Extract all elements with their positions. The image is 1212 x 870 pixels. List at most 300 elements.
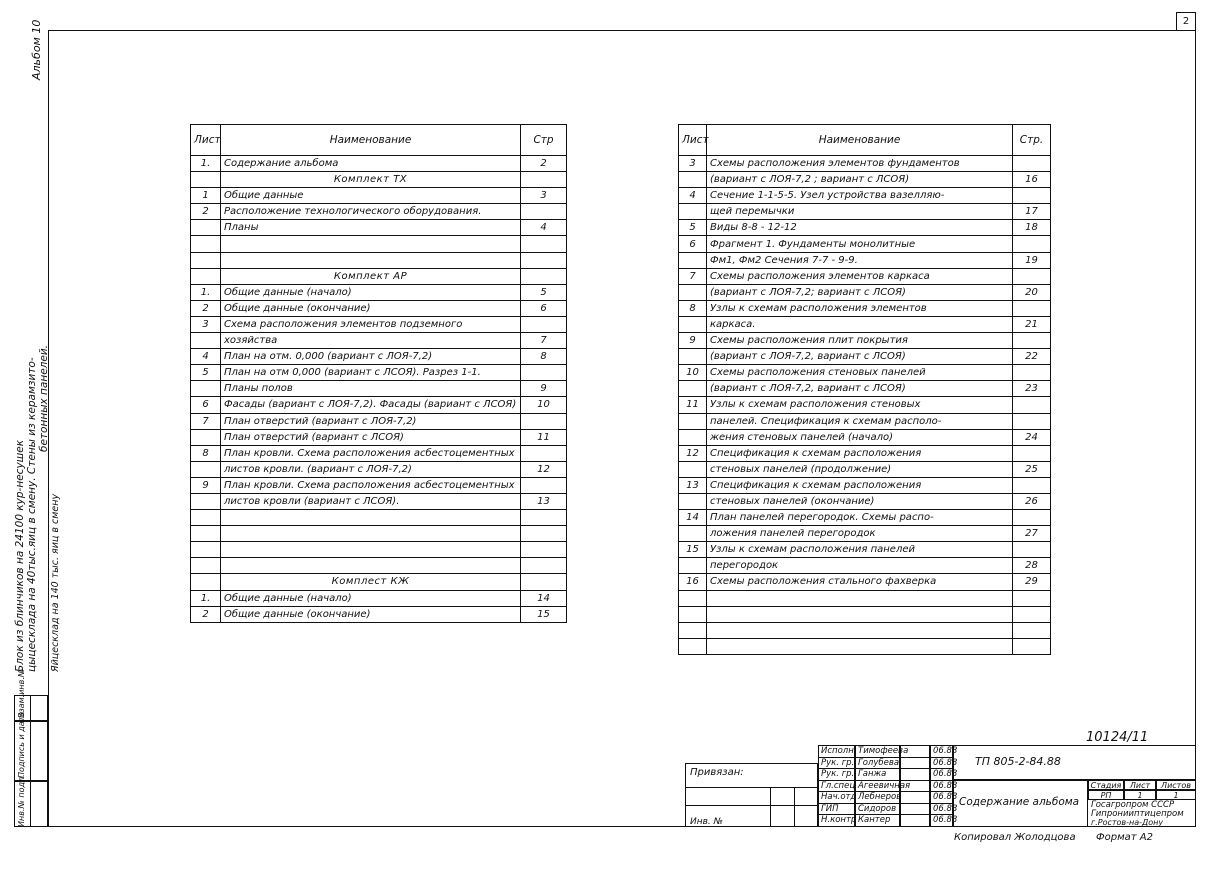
sheet-title: Содержание альбома	[959, 796, 1080, 808]
cell-page	[521, 413, 567, 429]
cell-name: План на отм. 0,000 (вариант с ЛОЯ-7,2)	[221, 349, 521, 365]
cell-page	[521, 574, 567, 590]
cell-page: 9	[521, 381, 567, 397]
table-row	[679, 413, 1051, 429]
cell-name: Узлы к схемам расположения панелей	[707, 542, 1013, 558]
table-row	[191, 558, 567, 574]
cell-num: 3	[191, 316, 221, 332]
cell-num: 2	[191, 606, 221, 622]
cell-name: План панелей перегородок. Схемы распо-	[707, 510, 1013, 526]
cell-num: 9	[679, 333, 707, 349]
table-row	[191, 252, 567, 268]
table-row	[191, 349, 567, 365]
table-row	[191, 316, 567, 332]
cell-page: 2	[521, 156, 567, 172]
table-row	[679, 477, 1051, 493]
cell-num	[191, 381, 221, 397]
cell-num	[191, 172, 221, 188]
sheets-label: Листов	[1156, 780, 1196, 790]
signature-name: Лебнеров	[855, 791, 900, 804]
header-page: Стр	[521, 125, 567, 156]
cell-num: 14	[679, 510, 707, 526]
cell-page	[1013, 606, 1051, 622]
cell-name: Расположение технологического оборудования.	[221, 204, 521, 220]
table-row	[679, 284, 1051, 300]
signature-name: Тимофеева	[855, 745, 900, 758]
cell-page	[1013, 365, 1051, 381]
cell-name	[221, 236, 521, 252]
table-row	[679, 445, 1051, 461]
sheet-label: Лист	[1124, 780, 1156, 790]
table-row	[679, 220, 1051, 236]
cell-name: План отверстий (вариант с ЛСОЯ)	[221, 429, 521, 445]
header-sheet: Лист	[679, 125, 707, 156]
signature-name: Кантер	[855, 814, 900, 827]
cell-num: 2	[191, 300, 221, 316]
cell-page: 20	[1013, 284, 1051, 300]
cell-name	[221, 510, 521, 526]
project-code: ТП 805-2-84.88	[975, 755, 1061, 768]
cell-name: хозяйства	[221, 333, 521, 349]
table-row	[191, 477, 567, 493]
cell-num	[679, 622, 707, 638]
table-row	[679, 526, 1051, 542]
title-block	[685, 745, 1196, 827]
table-row	[679, 638, 1051, 654]
cell-num	[191, 236, 221, 252]
cell-name: ложения панелей перегородок	[707, 526, 1013, 542]
cell-page	[1013, 268, 1051, 284]
cell-num	[191, 558, 221, 574]
cell-num: 5	[679, 220, 707, 236]
cell-num: 5	[191, 365, 221, 381]
signature-name: Ганжа	[855, 768, 900, 781]
cell-page: 12	[521, 461, 567, 477]
cell-page: 25	[1013, 461, 1051, 477]
table-row	[679, 188, 1051, 204]
cell-name: Фм1, Фм2 Сечения 7-7 - 9-9.	[707, 252, 1013, 268]
signature-name: Агеевичная	[855, 780, 900, 793]
cell-num: 1.	[191, 284, 221, 300]
bound-vline	[770, 787, 773, 827]
cell-name: Схемы расположения элементов фундаментов	[707, 156, 1013, 172]
table-row	[679, 316, 1051, 332]
cell-num	[679, 429, 707, 445]
signature-sign	[900, 814, 930, 827]
table-row	[679, 236, 1051, 252]
table-row	[191, 413, 567, 429]
cell-page: 15	[521, 606, 567, 622]
cell-page	[1013, 300, 1051, 316]
cell-page: 6	[521, 300, 567, 316]
cell-num: 13	[679, 477, 707, 493]
left-approval-strip	[14, 580, 48, 827]
signature-role: Рук. гр.	[818, 757, 855, 770]
format-label: Формат А2	[1096, 832, 1153, 843]
org-line-2: Гипронииптицепром	[1091, 809, 1184, 819]
cell-name: Общие данные (окончание)	[221, 606, 521, 622]
cell-page	[521, 510, 567, 526]
cell-page: 10	[521, 397, 567, 413]
table-header	[679, 125, 1051, 156]
header-name: Наименование	[707, 125, 1013, 156]
table-row	[679, 156, 1051, 172]
table-row	[191, 284, 567, 300]
cell-name	[707, 622, 1013, 638]
sheets-value: 1	[1156, 790, 1196, 800]
signature-name: Сидоров	[855, 803, 900, 816]
cell-num: 7	[679, 268, 707, 284]
section-title: Комплест КЖ	[221, 574, 521, 590]
cell-name	[221, 526, 521, 542]
left-strip-label-inv: Инв.№ подл.	[17, 774, 26, 827]
cell-page	[521, 268, 567, 284]
vertical-note-line-3: бетонных панелей.	[38, 344, 50, 452]
cell-page: 11	[521, 429, 567, 445]
table-row	[191, 300, 567, 316]
cell-name: листов кровли (вариант с ЛСОЯ).	[221, 493, 521, 509]
cell-num	[679, 590, 707, 606]
cell-page: 5	[521, 284, 567, 300]
bound-vline	[794, 787, 797, 827]
cell-page: 18	[1013, 220, 1051, 236]
cell-num	[191, 493, 221, 509]
cell-page: 8	[521, 349, 567, 365]
cell-page: 13	[521, 493, 567, 509]
cell-name: Спецификация к схемам расположения	[707, 477, 1013, 493]
cell-name: Схемы расположения стеновых панелей	[707, 365, 1013, 381]
table-row	[679, 461, 1051, 477]
cell-name: Спецификация к схемам расположения	[707, 445, 1013, 461]
table-row	[191, 510, 567, 526]
cell-name: Схемы расположения стального фахверка	[707, 574, 1013, 590]
cell-name: Общие данные (начало)	[221, 590, 521, 606]
cell-page	[521, 542, 567, 558]
signature-role: Гл.спец	[818, 780, 855, 793]
cell-num	[679, 526, 707, 542]
sheet-number: 2	[1176, 12, 1196, 30]
signature-role: Исполн.	[818, 745, 855, 758]
signature-date: 06.88	[930, 780, 953, 793]
left-contents-table	[190, 124, 567, 623]
cell-name: (вариант с ЛОЯ-7,2, вариант с ЛСОЯ)	[707, 349, 1013, 365]
cell-num: 3	[679, 156, 707, 172]
vertical-note-line-4: Яйцесклад на 140 тыс. яиц в смену	[50, 493, 61, 672]
section-title: Комплект АР	[221, 268, 521, 284]
table-row	[191, 204, 567, 220]
stage-label: Стадия	[1088, 780, 1124, 790]
signature-date: 06.88	[930, 757, 953, 770]
cell-num	[679, 461, 707, 477]
cell-num	[679, 381, 707, 397]
cell-page	[521, 445, 567, 461]
cell-name: жения стеновых панелей (начало)	[707, 429, 1013, 445]
table-row	[191, 236, 567, 252]
signature-date: 06.88	[930, 768, 953, 781]
cell-name: каркаса.	[707, 316, 1013, 332]
signature-date: 06.88	[930, 745, 953, 758]
table-row	[191, 397, 567, 413]
cell-page: 17	[1013, 204, 1051, 220]
cell-num: 4	[679, 188, 707, 204]
cell-page	[521, 252, 567, 268]
cell-page: 26	[1013, 493, 1051, 509]
cell-name	[221, 252, 521, 268]
cell-name: Планы	[221, 220, 521, 236]
cell-page	[521, 526, 567, 542]
cell-num	[679, 638, 707, 654]
cell-num: 4	[191, 349, 221, 365]
table-row	[191, 526, 567, 542]
cell-name: стеновых панелей (окончание)	[707, 493, 1013, 509]
table-row	[191, 606, 567, 622]
org-line-1: Госагропром СССР	[1091, 800, 1175, 810]
cell-num: 7	[191, 413, 221, 429]
cell-page	[1013, 542, 1051, 558]
right-contents-table	[678, 124, 1051, 655]
table-row	[191, 493, 567, 509]
cell-num: 10	[679, 365, 707, 381]
cell-num	[191, 461, 221, 477]
table-row	[679, 606, 1051, 622]
cell-page: 23	[1013, 381, 1051, 397]
cell-page: 27	[1013, 526, 1051, 542]
table-row	[191, 461, 567, 477]
cell-name: Содержание альбома	[221, 156, 521, 172]
stage-value: РП	[1088, 790, 1124, 800]
cell-num	[679, 558, 707, 574]
cell-page: 14	[521, 590, 567, 606]
cell-name	[221, 558, 521, 574]
table-row	[191, 429, 567, 445]
bound-line	[685, 805, 818, 806]
cell-page	[1013, 188, 1051, 204]
cell-page: 29	[1013, 574, 1051, 590]
table-row	[679, 574, 1051, 590]
table-row	[679, 204, 1051, 220]
cell-page	[1013, 236, 1051, 252]
cell-name: Общие данные	[221, 188, 521, 204]
cell-page	[1013, 445, 1051, 461]
cell-num: 1	[191, 188, 221, 204]
cell-name: (вариант с ЛОЯ-7,2, вариант с ЛСОЯ)	[707, 381, 1013, 397]
cell-num: 6	[679, 236, 707, 252]
section-title: Комплект ТХ	[221, 172, 521, 188]
cell-name: Фасады (вариант с ЛОЯ-7,2). Фасады (вариант с ЛСОЯ)	[221, 397, 521, 413]
cell-name: План кровли. Схема расположения асбестоцементных	[221, 477, 521, 493]
cell-num: 12	[679, 445, 707, 461]
cell-name	[707, 590, 1013, 606]
cell-page: 28	[1013, 558, 1051, 574]
cell-num	[679, 284, 707, 300]
cell-name: (вариант с ЛОЯ-7,2; вариант с ЛСОЯ)	[707, 284, 1013, 300]
cell-num	[191, 220, 221, 236]
signature-role: Рук. гр.	[818, 768, 855, 781]
cell-page	[1013, 477, 1051, 493]
table-row	[679, 365, 1051, 381]
table-row	[679, 558, 1051, 574]
header-name: Наименование	[221, 125, 521, 156]
signature-role: ГИП	[818, 803, 855, 816]
cell-name: Общие данные (окончание)	[221, 300, 521, 316]
cell-num: 8	[191, 445, 221, 461]
cell-num	[191, 429, 221, 445]
archive-number: 10124/11	[1086, 730, 1149, 745]
table-row	[191, 445, 567, 461]
cell-page: 19	[1013, 252, 1051, 268]
table-row	[679, 542, 1051, 558]
cell-name: Планы полов	[221, 381, 521, 397]
cell-num: 1.	[191, 156, 221, 172]
left-strip-label-sign: Подпись и дата	[17, 711, 26, 778]
table-row	[679, 172, 1051, 188]
signature-date: 06.88	[930, 814, 953, 827]
cell-num	[679, 172, 707, 188]
cell-page: 7	[521, 333, 567, 349]
cell-num: 9	[191, 477, 221, 493]
cell-page: 4	[521, 220, 567, 236]
cell-num	[679, 349, 707, 365]
header-sheet: Лист	[191, 125, 221, 156]
org-line-3: г.Ростов-на-Дону	[1091, 818, 1164, 827]
cell-name: Виды 8-8 - 12-12	[707, 220, 1013, 236]
cell-page: 3	[521, 188, 567, 204]
cell-name: панелей. Спецификация к схемам располо-	[707, 413, 1013, 429]
cell-name: (вариант с ЛОЯ-7,2 ; вариант с ЛСОЯ)	[707, 172, 1013, 188]
cell-name: Фрагмент 1. Фундаменты монолитные	[707, 236, 1013, 252]
left-strip-label-replace: Взам.инв.№	[17, 668, 26, 718]
cell-num: 6	[191, 397, 221, 413]
cell-page: 21	[1013, 316, 1051, 332]
sheet-value: 1	[1124, 790, 1156, 800]
cell-name	[707, 606, 1013, 622]
cell-num: 2	[191, 204, 221, 220]
cell-name: Схема расположения элементов подземного	[221, 316, 521, 332]
cell-name	[221, 542, 521, 558]
cell-page: 24	[1013, 429, 1051, 445]
table-row	[679, 622, 1051, 638]
cell-name: План отверстий (вариант с ЛОЯ-7,2)	[221, 413, 521, 429]
table-row	[191, 542, 567, 558]
vertical-note-line-2: цыцесклада на 40тыс.яиц в смену. Стены из керамзито-	[26, 357, 38, 672]
cell-num	[191, 526, 221, 542]
cell-page	[521, 172, 567, 188]
signature-date: 06.88	[930, 791, 953, 804]
copied-by: Копировал Жолодцова	[954, 832, 1076, 843]
cell-page: 16	[1013, 172, 1051, 188]
table-row	[679, 590, 1051, 606]
cell-name: щей перемычки	[707, 204, 1013, 220]
cell-name: листов кровли. (вариант с ЛОЯ-7,2)	[221, 461, 521, 477]
cell-page	[1013, 510, 1051, 526]
cell-num: 11	[679, 397, 707, 413]
table-row	[191, 365, 567, 381]
cell-page	[521, 204, 567, 220]
cell-page	[521, 365, 567, 381]
table-row	[679, 510, 1051, 526]
cell-page	[1013, 156, 1051, 172]
table-row	[191, 381, 567, 397]
signature-role: Н.контр	[818, 814, 855, 827]
signature-role: Нач.отд	[818, 791, 855, 804]
table-row	[191, 188, 567, 204]
cell-page	[521, 236, 567, 252]
table-row	[679, 429, 1051, 445]
table-row	[679, 493, 1051, 509]
signature-date: 06.88	[930, 803, 953, 816]
cell-num	[679, 493, 707, 509]
bound-line	[685, 787, 818, 788]
cell-name: Узлы к схемам расположения стеновых	[707, 397, 1013, 413]
table-row	[191, 590, 567, 606]
cell-name: Схемы расположения элементов каркаса	[707, 268, 1013, 284]
section-row	[191, 172, 567, 188]
cell-num	[191, 333, 221, 349]
cell-name: План на отм 0,000 (вариант с ЛСОЯ). Разрез 1-1.	[221, 365, 521, 381]
cell-num	[679, 252, 707, 268]
vertical-note-line-1: Блок из блинчиков на 24100 кур-несушек	[14, 439, 26, 672]
table-row	[679, 300, 1051, 316]
cell-num	[679, 204, 707, 220]
cell-num: 1.	[191, 590, 221, 606]
cell-num	[679, 413, 707, 429]
cell-name: Узлы к схемам расположения элементов	[707, 300, 1013, 316]
table-header	[191, 125, 567, 156]
cell-num: 16	[679, 574, 707, 590]
cell-num	[679, 606, 707, 622]
table-row	[679, 268, 1051, 284]
header-page: Стр.	[1013, 125, 1051, 156]
section-row	[191, 574, 567, 590]
cell-page	[521, 316, 567, 332]
cell-name: перегородок	[707, 558, 1013, 574]
table-row	[679, 252, 1051, 268]
cell-num	[191, 268, 221, 284]
cell-page	[1013, 622, 1051, 638]
cell-name: План кровли. Схема расположения асбестоцементных	[221, 445, 521, 461]
cell-page	[1013, 413, 1051, 429]
signature-name: Голубева	[855, 757, 900, 770]
table-row	[679, 333, 1051, 349]
table-row	[191, 333, 567, 349]
cell-num	[191, 542, 221, 558]
cell-page	[521, 477, 567, 493]
cell-num: 8	[679, 300, 707, 316]
cell-num	[191, 252, 221, 268]
cell-num	[191, 510, 221, 526]
cell-num	[679, 316, 707, 332]
cell-name	[707, 638, 1013, 654]
inv-label: Инв. №	[690, 817, 724, 827]
cell-name: Сечение 1-1-5-5. Узел устройства вазелляю-	[707, 188, 1013, 204]
cell-name: стеновых панелей (продолжение)	[707, 461, 1013, 477]
cell-num: 15	[679, 542, 707, 558]
cell-num	[191, 574, 221, 590]
table-row	[191, 156, 567, 172]
cell-name: Схемы расположения плит покрытия	[707, 333, 1013, 349]
cell-page	[1013, 333, 1051, 349]
cell-page	[1013, 638, 1051, 654]
table-row	[679, 381, 1051, 397]
table-row	[679, 349, 1051, 365]
cell-page: 22	[1013, 349, 1051, 365]
cell-page	[1013, 590, 1051, 606]
album-label: Альбом 10	[30, 19, 43, 80]
table-row	[191, 220, 567, 236]
bound-label: Привязан:	[690, 767, 744, 778]
cell-page	[521, 558, 567, 574]
cell-page	[1013, 397, 1051, 413]
